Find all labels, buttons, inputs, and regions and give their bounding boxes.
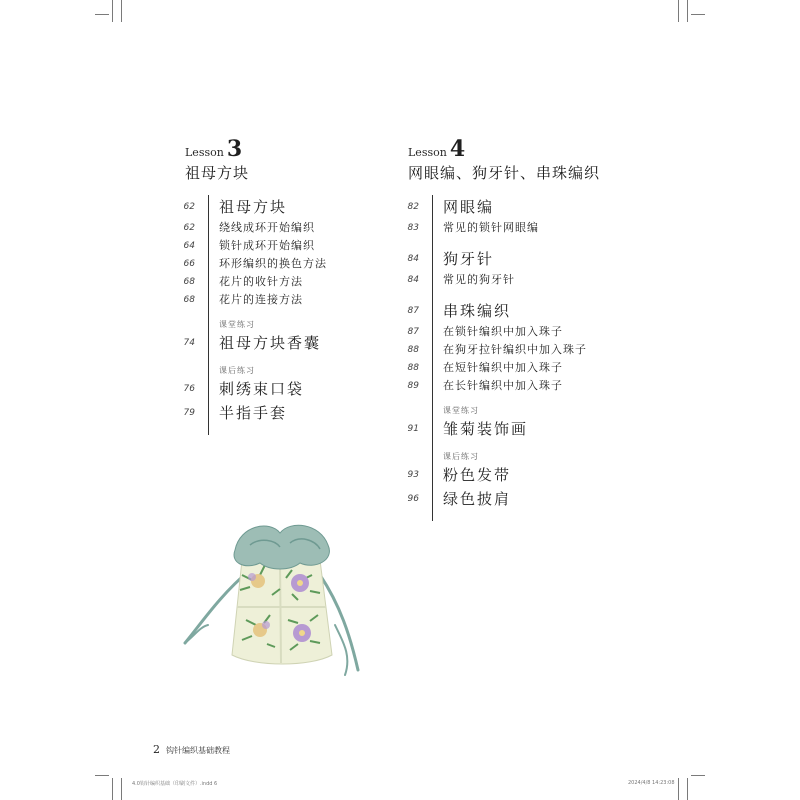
- toc-entry-title: 常见的锁针网眼编: [443, 221, 539, 234]
- toc-entry[interactable]: [183, 291, 327, 309]
- toc-page-number: 87: [407, 306, 419, 316]
- toc-entry[interactable]: [407, 463, 587, 487]
- toc-entry[interactable]: [183, 219, 327, 237]
- practice-tag: 课堂练习: [443, 406, 479, 415]
- practice-tag: 课堂练习: [219, 320, 255, 329]
- crop-mark: [121, 778, 122, 800]
- lesson-label: Lesson: [408, 146, 447, 159]
- toc-entry[interactable]: [407, 219, 587, 237]
- running-footer-title: 钩针编织基础教程: [166, 746, 230, 755]
- toc-entry[interactable]: [407, 359, 587, 377]
- toc-page-number: 66: [183, 259, 195, 269]
- toc-group: [407, 405, 587, 441]
- toc-entry-title: 绕线成环开始编织: [219, 221, 315, 234]
- crop-mark: [112, 778, 113, 800]
- toc-entry-title: 祖母方块: [219, 198, 288, 216]
- lesson-4-header: [408, 136, 600, 183]
- toc-group: [183, 195, 327, 309]
- toc-entry[interactable]: [183, 401, 327, 425]
- toc-page-number: 83: [407, 223, 419, 233]
- toc-entry-title: 锁针成环开始编织: [219, 239, 315, 252]
- toc-page-number: 74: [183, 338, 195, 348]
- crop-mark: [691, 14, 705, 15]
- toc-entry-title: 在长针编织中加入珠子: [443, 379, 563, 392]
- toc-entry[interactable]: [407, 487, 587, 511]
- toc-page-number: 68: [183, 295, 195, 305]
- toc-page-number: 79: [183, 408, 195, 418]
- toc-entry[interactable]: [407, 417, 587, 441]
- toc-entry[interactable]: [183, 195, 327, 219]
- page-number: 2: [153, 743, 160, 756]
- toc-page-number: 87: [407, 327, 419, 337]
- toc-page-number: 84: [407, 275, 419, 285]
- toc-group: [407, 451, 587, 511]
- toc-entry[interactable]: [183, 331, 327, 355]
- toc-page-number: 62: [183, 223, 195, 233]
- crop-mark: [95, 775, 109, 776]
- toc-entry-title: 花片的连接方法: [219, 293, 303, 306]
- crop-mark: [112, 0, 113, 22]
- toc-page-number: 96: [407, 494, 419, 504]
- toc-page-number: 76: [183, 384, 195, 394]
- lesson-3-toc: [183, 195, 327, 435]
- toc-entry-title: 祖母方块香囊: [219, 334, 322, 352]
- lesson-number: 3: [226, 136, 243, 162]
- print-file-info: 4.0钩针编织基础（印刷文件）.indd 6: [132, 781, 218, 787]
- toc-entry[interactable]: [407, 271, 587, 289]
- crop-mark: [678, 778, 679, 800]
- toc-page-number: 82: [407, 202, 419, 212]
- toc-entry[interactable]: [407, 323, 587, 341]
- toc-page-number: 91: [407, 424, 419, 434]
- toc-entry[interactable]: [407, 377, 587, 395]
- toc-entry[interactable]: [183, 273, 327, 291]
- toc-page-number: 84: [407, 254, 419, 264]
- lesson-number: 4: [449, 136, 466, 162]
- toc-entry-title: 在狗牙拉针编织中加入珠子: [443, 343, 587, 356]
- crop-mark: [121, 0, 122, 22]
- crop-mark: [95, 14, 109, 15]
- toc-entry-title: 雏菊装饰画: [443, 420, 529, 438]
- crop-mark: [691, 775, 705, 776]
- toc-entry-title: 狗牙针: [443, 250, 495, 268]
- toc-entry-title: 花片的收针方法: [219, 275, 303, 288]
- toc-page-number: 88: [407, 363, 419, 373]
- toc-entry[interactable]: [407, 195, 587, 219]
- toc-entry-title: 在短针编织中加入珠子: [443, 361, 563, 374]
- toc-group: [183, 319, 327, 355]
- toc-page-number: 93: [407, 470, 419, 480]
- toc-group: [407, 299, 587, 395]
- toc-entry-title: 半指手套: [219, 404, 288, 422]
- toc-entry-title: 常见的狗牙针: [443, 273, 515, 286]
- toc-entry[interactable]: [407, 299, 587, 323]
- toc-page-number: 89: [407, 381, 419, 391]
- lesson-label: Lesson: [185, 146, 224, 159]
- toc-group: [407, 195, 587, 237]
- toc-entry[interactable]: [407, 341, 587, 359]
- lesson-4-toc: [407, 195, 587, 521]
- crop-mark: [687, 778, 688, 800]
- lesson-title: 祖母方块: [185, 164, 250, 182]
- practice-tag: 课后练习: [443, 452, 479, 461]
- print-timestamp: 2024/4/8 14:23:08: [628, 780, 675, 786]
- toc-page-number: 88: [407, 345, 419, 355]
- toc-entry[interactable]: [183, 237, 327, 255]
- toc-page-number: 64: [183, 241, 195, 251]
- toc-entry-title: 绿色披肩: [443, 490, 512, 508]
- toc-entry-title: 串珠编织: [443, 302, 512, 320]
- toc-entry-title: 网眼编: [443, 198, 495, 216]
- toc-group: [183, 365, 327, 425]
- lesson-title: 网眼编、狗牙针、串珠编织: [408, 164, 601, 182]
- toc-group: [407, 247, 587, 289]
- toc-entry-title: 粉色发带: [443, 466, 512, 484]
- toc-entry[interactable]: [407, 247, 587, 271]
- practice-tag: 课后练习: [219, 366, 255, 375]
- toc-entry-title: 刺绣束口袋: [219, 380, 305, 398]
- toc-page-number: 62: [183, 202, 195, 212]
- crop-mark: [687, 0, 688, 22]
- toc-entry[interactable]: [183, 377, 327, 401]
- crop-mark: [678, 0, 679, 22]
- toc-entry-title: 环形编织的换色方法: [219, 257, 327, 270]
- lesson-3-header: [185, 136, 249, 183]
- crochet-drawstring-bag-illustration: [180, 515, 370, 680]
- toc-entry[interactable]: [183, 255, 327, 273]
- toc-entry-title: 在锁针编织中加入珠子: [443, 325, 563, 338]
- toc-page-number: 68: [183, 277, 195, 287]
